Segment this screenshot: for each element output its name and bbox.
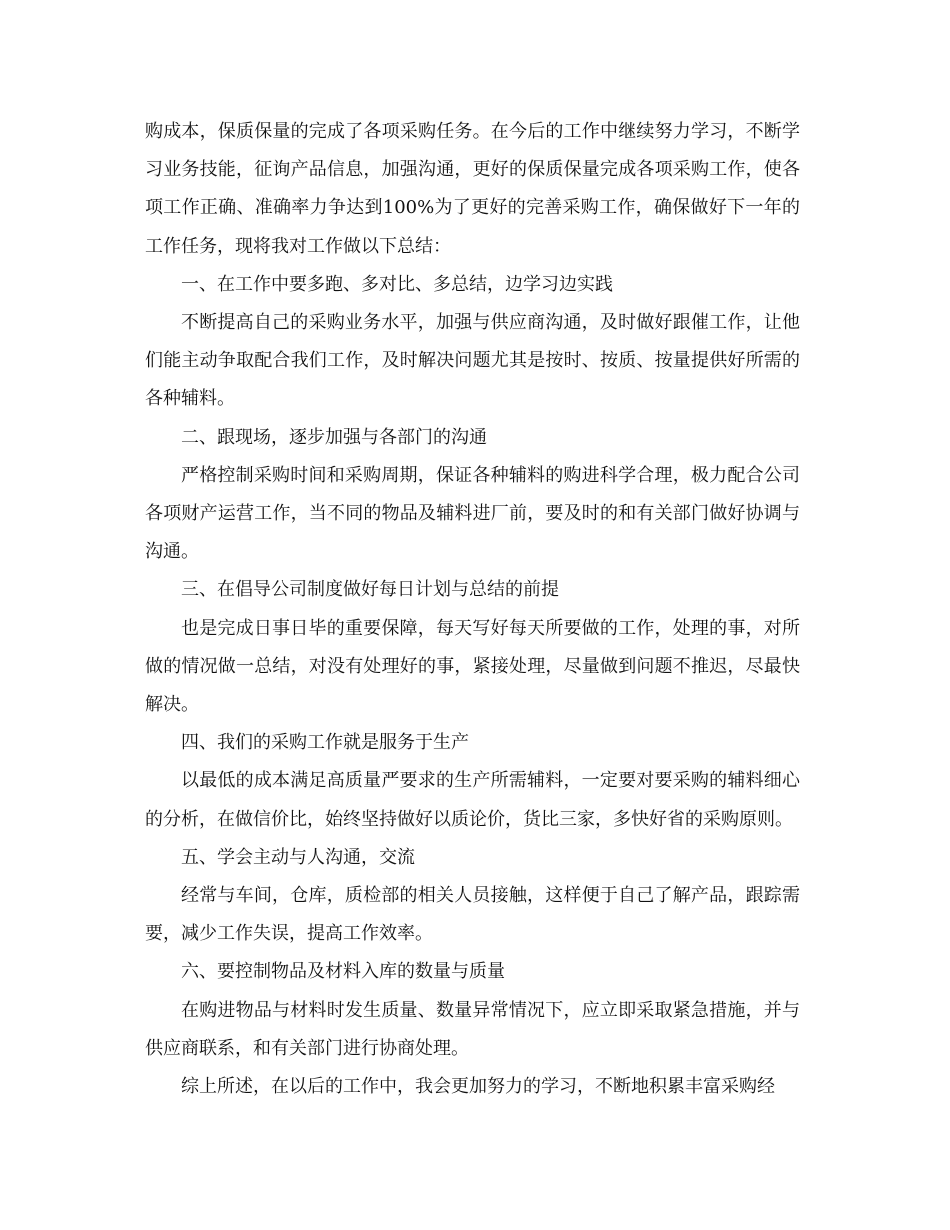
paragraph-2: 严格控制采购时间和采购周期，保证各种辅料的购进科学合理，极力配合公司各项财产运营工作，当不同的物品及辅料进厂前，要及时的和有关部门做好协调与沟通。 <box>145 464 800 563</box>
paragraph-conclusion: 综上所述，在以后的工作中，我会更加努力的学习，不断地积累丰富采购经 <box>181 1076 775 1098</box>
section-heading-3: 三、在倡导公司制度做好每日计划与总结的前提 <box>181 579 559 601</box>
paragraph-5: 经常与车间，仓库，质检部的相关人员接触，这样便于自己了解产品，跟踪需要，减少工作失误，提高工作效率。 <box>145 885 800 945</box>
section-heading-1: 一、在工作中要多跑、多对比、多总结，边学习边实践 <box>181 273 613 295</box>
paragraph-intro: 购成本，保质保量的完成了各项采购任务。在今后的工作中继续努力学习，不断学习业务技能，征询产品信息，加强沟通，更好的保质保量完成各项采购工作，使各项工作正确、准确率力争达到100%为了更好的完善采购工作，确保做好下一年的工作任务，现将我对工作做以下总结： <box>145 121 800 257</box>
section-heading-4: 四、我们的采购工作就是服务于生产 <box>181 732 469 754</box>
document-body <box>145 113 800 1106</box>
section-heading-2: 二、跟现场，逐步加强与各部门的沟通 <box>181 426 487 448</box>
paragraph-4: 以最低的成本满足高质量严要求的生产所需辅料，一定要对要采购的辅料细心的分析，在做信价比，始终坚持做好以质论价，货比三家，多快好省的采购原则。 <box>145 770 800 830</box>
paragraph-1: 不断提高自己的采购业务水平，加强与供应商沟通，及时做好跟催工作，让他们能主动争取配合我们工作，及时解决问题尤其是按时、按质、按量提供好所需的各种辅料。 <box>145 312 800 410</box>
paragraph-3: 也是完成日事日毕的重要保障，每天写好每天所要做的工作，处理的事，对所做的情况做一总结，对没有处理好的事，紧接处理，尽量做到问题不推迟，尽最快解决。 <box>145 617 800 716</box>
paragraph-6: 在购进物品与材料时发生质量、数量异常情况下，应立即采取紧急措施，并与供应商联系，和有关部门进行协商处理。 <box>145 999 800 1059</box>
section-heading-6: 六、要控制物品及材料入库的数量与质量 <box>181 961 505 983</box>
section-heading-5: 五、学会主动与人沟通，交流 <box>181 846 415 868</box>
